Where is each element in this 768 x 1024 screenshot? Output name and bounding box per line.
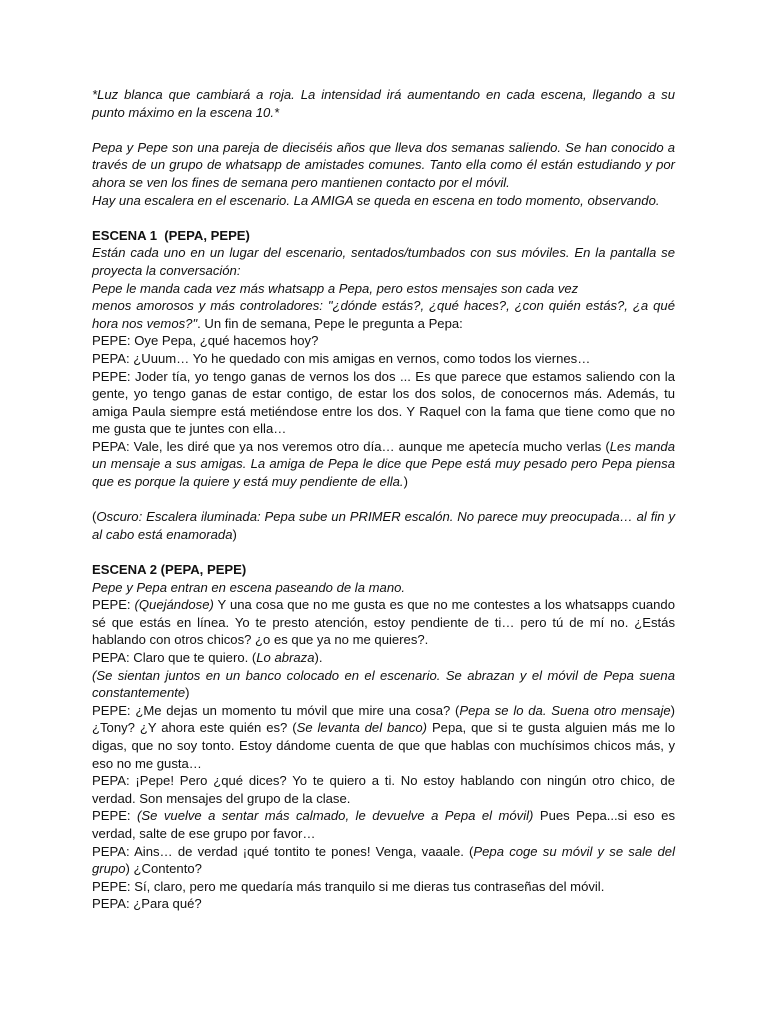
dialogue-line: PEPE: Sí, claro, pero me quedaría más tranquilo si me dieras tus contraseñas del móvil. — [92, 878, 605, 894]
scene-1-heading: ESCENA 1 (PEPA, PEPE) — [92, 227, 250, 243]
dialogue-line: PEPA: ¿Para qué? — [92, 896, 202, 912]
scene-2-heading: ESCENA 2 (PEPA, PEPE) — [92, 562, 247, 578]
scene-1-closing-direction: (Oscuro: Escalera iluminada: Pepa sube un PRIMER escalón. No parece muy preocupada… al fin y al cabo está enamorada) — [92, 509, 675, 542]
spacer — [92, 209, 675, 227]
dialogue-line: PEPE: (Se vuelve a sentar más calmado, le devuelve a Pepa el móvil) Pues Pepa...si eso es verdad, salte de ese grupo por favor… — [92, 808, 675, 841]
dialogue-line: PEPE: ¿Me dejas un momento tu móvil que mire una cosa? (Pepa se lo da. Suena otro mensaje) ¿Tony? ¿Y ahora este quién es? (Se levanta del banco) Pepa, que si te gusta alguien más me lo digas, que no soy tonto. Estoy dándome cuenta de que que hablas con muchísimos chicos más, y eso no me gusta… — [92, 702, 676, 771]
dialogue-line: PEPE: (Quejándose) Y una cosa que no me gusta es que no me contestes a los whatsapps cuando sé que estás en línea. Yo te presto atención, estoy pendiente de ti… pero tú de mí no. ¿Estás hablando con otros chicos? ¿o es que ya no me quieres?. — [92, 597, 675, 648]
dialogue-line: PEPA: Vale, les diré que ya nos veremos otro día… aunque me apetecía mucho verlas (Les manda un mensaje a sus amigas. La amiga de Pepa le dice que Pepe está muy pesado pero Pepa piensa que es porque la quiere y está muy pendiente de ella.) — [92, 438, 675, 490]
dialogue-line: PEPA: Claro que te quiero. (Lo abraza). — [92, 650, 323, 665]
stage-direction: (Se sientan juntos en un banco colocado en el escenario. Se abrazan y el móvil de Pepa suena constantemente) — [92, 667, 675, 701]
light-note: *Luz blanca que cambiará a roja. La intensidad irá aumentando en cada escena, llegando a su punto máximo en la escena 10.* — [92, 87, 675, 120]
spacer — [92, 543, 675, 561]
dialogue-line: PEPA: ¡Pepe! Pero ¿qué dices? Yo te quiero a ti. No estoy hablando con ningún otro chico, de verdad. Son mensajes del grupo de la clase. — [92, 773, 675, 806]
scene-1-stage-direction: Están cada uno en un lugar del escenario, sentados/tumbados con sus móviles. En la pantalla se proyecta la conversación: — [92, 245, 675, 278]
dialogue-line: PEPA: ¿Uuum… Yo he quedado con mis amigas en vernos, como todos los viernes… — [92, 350, 591, 366]
spacer — [92, 121, 675, 139]
spacer — [92, 491, 675, 509]
scene-2-stage-direction: Pepe y Pepa entran en escena paseando de la mano. — [92, 579, 406, 595]
stage-paragraph: Hay una escalera en el escenario. La AMIGA se queda en escena en todo momento, observando. — [92, 192, 660, 208]
dialogue-line: PEPE: Oye Pepa, ¿qué hacemos hoy? — [92, 333, 319, 349]
scene-1-direction-continued: menos amorosos y más controladores: "¿dónde estás?, ¿qué haces?, ¿con quién estás?, ¿a qué hora nos vemos?". Un fin de semana, Pepe le pregunta a Pepa: — [92, 298, 675, 331]
premise-paragraph: Pepa y Pepe son una pareja de dieciséis años que lleva dos semanas saliendo. Se han conocido a través de un grupo de whatsapp de amistades comunes. Tanto ella como él están estudiando y por ahora se ven los fines de semana pero mantienen contacto por el móvil. — [92, 139, 675, 190]
script-page — [92, 86, 675, 913]
dialogue-line: PEPA: Ains… de verdad ¡qué tontito te pones! Venga, vaaale. (Pepa coge su móvil y se sale del grupo) ¿Contento? — [92, 843, 675, 877]
scene-1-direction-line: Pepe le manda cada vez más whatsapp a Pepa, pero estos mensajes son cada vez — [92, 280, 579, 296]
dialogue-line: PEPE: Joder tía, yo tengo ganas de vernos los dos ... Es que parece que estamos saliendo con la gente, yo tengo ganas de estar contigo, de estar los dos solos, de conocernos más. Además, tu amiga Paula siempre está metiéndose entre los dos. Y Raquel con la fama que tiene como que no me gusta que te juntes con ella… — [92, 368, 675, 437]
